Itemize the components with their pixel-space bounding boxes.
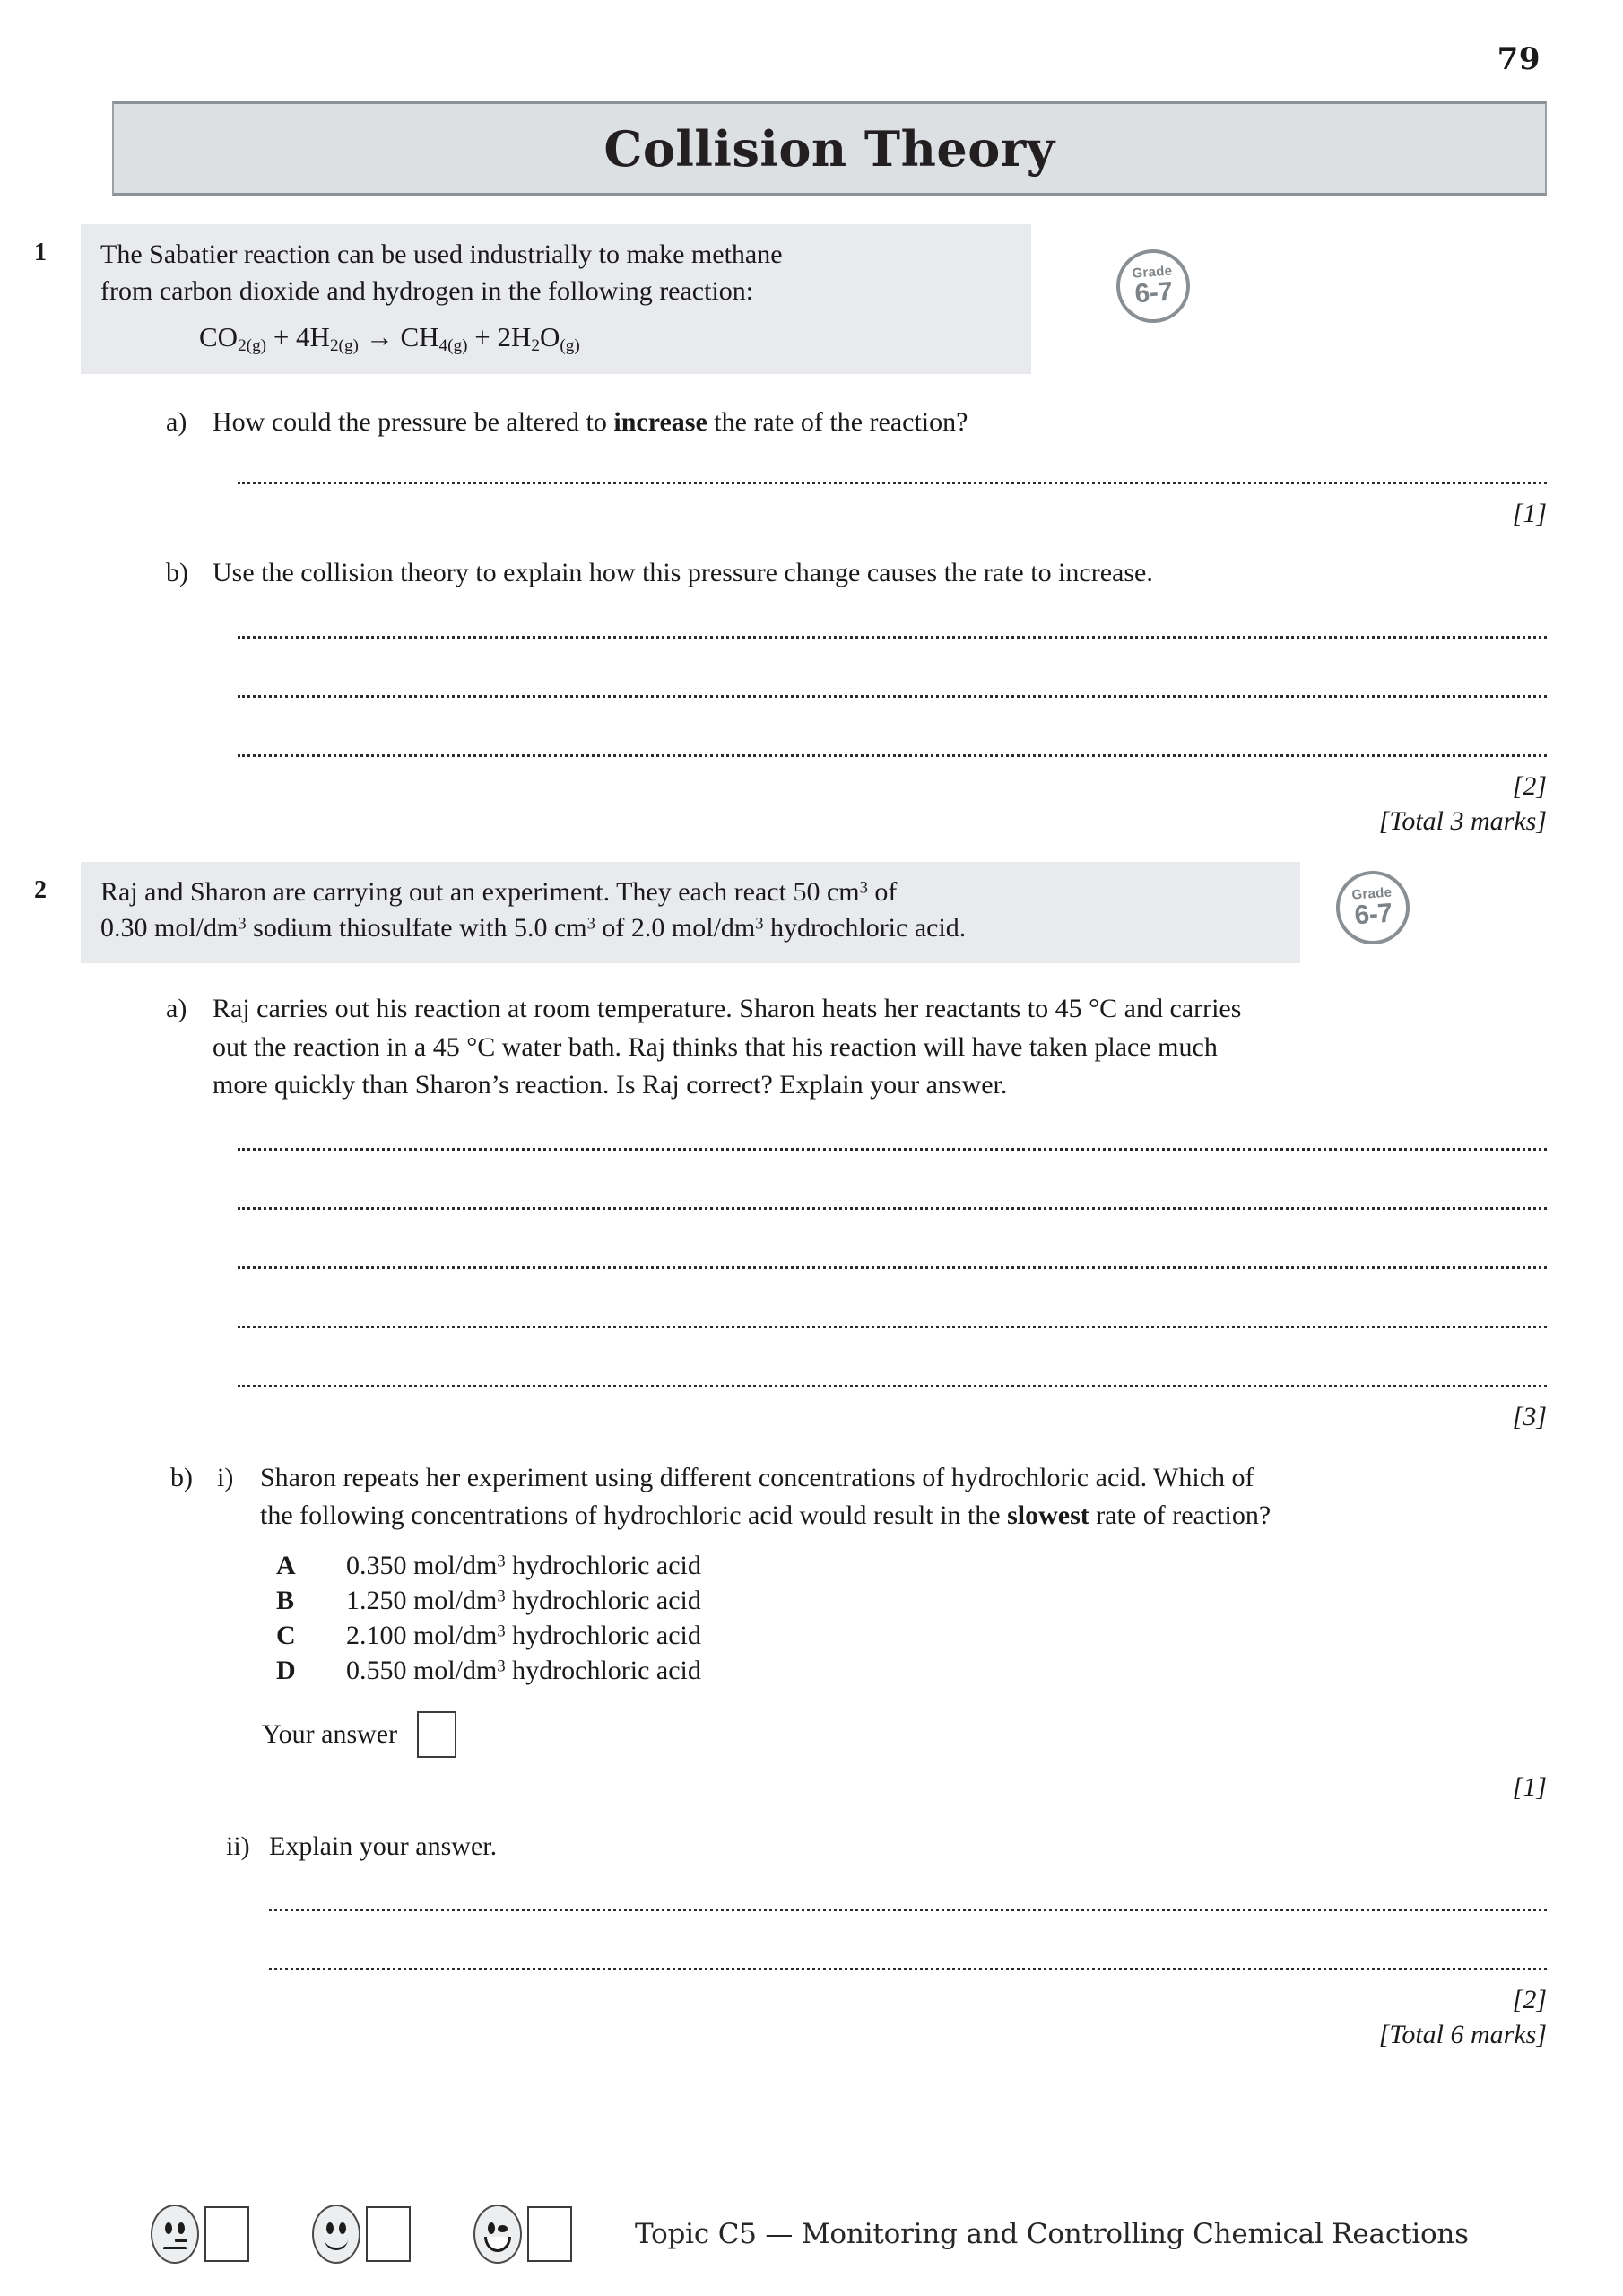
question-2-number: 2 xyxy=(34,875,47,904)
eq-product-2-sub-2: (g) xyxy=(560,335,580,355)
eq-plus-2: + 2H xyxy=(474,321,532,352)
face-eye-left xyxy=(165,2222,172,2234)
q2-stem-line2-c: of 2.0 mol/dm xyxy=(595,913,756,944)
footer-topic-label: Topic C5 — Monitoring and Controlling Chemical Reactions xyxy=(635,2218,1469,2250)
q2b-i-line-1: Sharon repeats her experiment using different concentrations of hydrochloric acid. Which of xyxy=(260,1462,1254,1492)
q1b-marks: [2] xyxy=(1512,770,1547,801)
q1a-marks: [1] xyxy=(1512,499,1547,529)
grade-stamp-range: 6-7 xyxy=(1133,276,1174,309)
q2-stem-line2-sup2: 3 xyxy=(586,915,595,935)
q2a-answer-line-4[interactable] xyxy=(238,1326,1547,1328)
q2a-line-3: more quickly than Sharon’s reaction. Is Raj correct? Explain your answer. xyxy=(213,1070,1008,1100)
q1a-answer-line-1[interactable] xyxy=(238,482,1547,484)
q2a-label: a) xyxy=(166,993,187,1023)
q2b-i-label: i) xyxy=(217,1462,234,1492)
mcq-option-b[interactable] xyxy=(276,1583,1556,1618)
question-2-part-b xyxy=(170,1459,1556,1758)
question-1-stem xyxy=(0,224,1623,374)
your-answer-row xyxy=(262,1711,1556,1758)
self-assessment-neutral xyxy=(312,2205,411,2264)
q2b-ii-label: ii) xyxy=(226,1831,250,1861)
q1b-answer-line-2[interactable] xyxy=(238,695,1547,698)
q2b-label: b) xyxy=(170,1462,193,1492)
q2-stem-line2-d: hydrochloric acid. xyxy=(763,913,967,944)
q1b-label: b) xyxy=(166,558,188,588)
page-title: Collision Theory xyxy=(603,119,1055,178)
eq-reactant-1: CO xyxy=(199,321,239,352)
your-answer-label: Your answer xyxy=(262,1718,398,1749)
q2b-i-line2-bold: slowest xyxy=(1007,1500,1089,1531)
q1-stem-line-2: from carbon dioxide and hydrogen in the following reaction: xyxy=(100,275,754,306)
q2a-answer-line-1[interactable] xyxy=(238,1148,1547,1151)
mcq-option-a-value: 0.350 mol/dm xyxy=(346,1550,498,1580)
mcq-option-c-letter: C xyxy=(276,1620,296,1650)
q1-chemical-equation xyxy=(100,318,1011,358)
q1a-text-after: the rate of the reaction? xyxy=(707,406,968,437)
q1a-text xyxy=(213,404,1547,442)
mcq-option-c[interactable] xyxy=(276,1618,1556,1653)
q2a-answer-line-5[interactable] xyxy=(238,1385,1547,1387)
question-1-stem-text xyxy=(81,224,1031,374)
grade-stamp-word-2: Grade xyxy=(1350,884,1393,903)
eq-product-1: CH xyxy=(400,321,439,352)
face-mouth-wavy xyxy=(163,2241,187,2249)
face-eye-left xyxy=(326,2222,334,2234)
face-mouth-smile xyxy=(325,2239,348,2250)
q1b-text: Use the collision theory to explain how this pressure change causes the rate to increase. xyxy=(213,558,1153,588)
self-assessment-confused xyxy=(151,2205,249,2264)
mcq-option-c-text xyxy=(346,1618,701,1653)
mcq-option-d-suffix: hydrochloric acid xyxy=(505,1655,701,1685)
q2-stem-line2-a: 0.30 mol/dm xyxy=(100,913,239,944)
question-1-number: 1 xyxy=(34,239,47,266)
q2a-answer-line-2[interactable] xyxy=(238,1207,1547,1210)
question-2-part-b-ii xyxy=(226,1828,1553,1866)
face-eye-right xyxy=(498,2225,508,2232)
happy-checkbox[interactable] xyxy=(527,2206,572,2262)
mcq-option-d-text xyxy=(346,1653,701,1688)
mcq-option-b-suffix: hydrochloric acid xyxy=(505,1585,701,1615)
q2b-ii-answer-line-1[interactable] xyxy=(269,1909,1547,1911)
mcq-option-c-sup: 3 xyxy=(497,1622,506,1641)
mcq-option-b-letter: B xyxy=(276,1585,295,1615)
q1b-answer-line-1[interactable] xyxy=(238,636,1547,639)
q2b-ii-text: Explain your answer. xyxy=(269,1831,498,1861)
mcq-option-b-sup: 3 xyxy=(497,1587,506,1606)
mcq-option-b-text xyxy=(346,1583,701,1618)
face-eye-right xyxy=(339,2222,346,2234)
eq-reactant-1-sub: 2(g) xyxy=(238,335,267,355)
face-mouth-grin xyxy=(484,2237,511,2252)
q2b-i-text xyxy=(260,1459,1556,1758)
q2-stem-line2-sup3: 3 xyxy=(755,915,764,935)
q1a-label: a) xyxy=(166,406,187,437)
grade-stamp-word: Grade xyxy=(1131,263,1173,282)
grade-stamp-q2 xyxy=(1333,868,1412,947)
mcq-option-c-suffix: hydrochloric acid xyxy=(505,1620,701,1650)
mcq-option-d-sup: 3 xyxy=(497,1657,506,1676)
confused-face-icon xyxy=(151,2205,199,2264)
q2-stem-line1-b: of xyxy=(867,876,898,907)
mcq-option-d-value: 0.550 mol/dm xyxy=(346,1655,498,1685)
question-1-part-a xyxy=(166,404,1547,442)
mcq-option-c-value: 2.100 mol/dm xyxy=(346,1620,498,1650)
confused-checkbox[interactable] xyxy=(204,2206,249,2262)
mcq-option-d[interactable] xyxy=(276,1653,1556,1688)
face-eye-right xyxy=(178,2222,185,2234)
neutral-checkbox[interactable] xyxy=(366,2206,411,2262)
eq-product-1-sub: 4(g) xyxy=(438,335,468,355)
q1a-text-bold: increase xyxy=(613,406,707,437)
question-1-part-b xyxy=(166,554,1547,593)
q2b-i-marks: [1] xyxy=(1512,1771,1547,1802)
question-2-part-a xyxy=(166,990,1551,1105)
q2-total-marks: [Total 6 marks] xyxy=(1378,2020,1547,2050)
q2-stem-line2-sup1: 3 xyxy=(238,915,247,935)
q2a-marks: [3] xyxy=(1512,1401,1547,1431)
q2a-line-1: Raj carries out his reaction at room temperature. Sharon heats her reactants to 45 °C and carries xyxy=(213,993,1242,1023)
q1b-answer-line-3[interactable] xyxy=(238,754,1547,757)
page-footer xyxy=(0,2205,1623,2264)
page-number: 79 xyxy=(1497,41,1541,77)
q2a-line-2: out the reaction in a 45 °C water bath. Raj thinks that his reaction will have taken place much xyxy=(213,1031,1218,1062)
mcq-option-a-sup: 3 xyxy=(497,1552,506,1571)
your-answer-input[interactable] xyxy=(417,1711,456,1758)
mcq-option-a-letter: A xyxy=(276,1550,296,1580)
q2b-i-line2-after: rate of reaction? xyxy=(1089,1500,1271,1531)
happy-face-icon xyxy=(473,2205,522,2264)
q1-total-marks: [Total 3 marks] xyxy=(1378,805,1547,836)
question-2-stem xyxy=(0,862,1623,963)
mcq-option-a-text xyxy=(346,1548,701,1583)
eq-product-2-sub-1: 2 xyxy=(531,335,541,355)
eq-reactant-2-sub: 2(g) xyxy=(329,335,359,355)
q2-stem-line2-b: sodium thiosulfate with 5.0 cm xyxy=(246,913,587,944)
q2b-i-line2-before: the following concentrations of hydrochloric acid would result in the xyxy=(260,1500,1008,1531)
q2a-text xyxy=(213,990,1551,1105)
mcq-option-a-suffix: hydrochloric acid xyxy=(505,1550,701,1580)
mcq-options xyxy=(276,1548,1556,1688)
q2-stem-line1-sup: 3 xyxy=(859,878,868,898)
face-eye-left xyxy=(488,2222,495,2234)
q2-stem-line1-a: Raj and Sharon are carrying out an experiment. They each react 50 cm xyxy=(100,876,860,907)
page-title-banner xyxy=(112,101,1547,196)
mcq-option-a[interactable] xyxy=(276,1548,1556,1583)
grade-stamp-range-2: 6-7 xyxy=(1353,898,1393,931)
self-assessment-happy xyxy=(473,2205,572,2264)
question-2-stem-text xyxy=(81,862,1300,963)
mcq-option-b-value: 1.250 mol/dm xyxy=(346,1585,498,1615)
neutral-smile-face-icon xyxy=(312,2205,360,2264)
q1a-text-before: How could the pressure be altered to xyxy=(213,406,614,437)
grade-stamp-q1 xyxy=(1114,247,1193,326)
q2a-answer-line-3[interactable] xyxy=(238,1266,1547,1269)
eq-plus-1: + 4H xyxy=(273,321,330,352)
q1-stem-line-1: The Sabatier reaction can be used industrially to make methane xyxy=(100,239,783,269)
eq-product-2-o: O xyxy=(540,321,560,352)
q2b-ii-answer-line-2[interactable] xyxy=(269,1968,1547,1970)
eq-arrow: → xyxy=(365,321,394,352)
mcq-option-d-letter: D xyxy=(276,1655,296,1685)
q2b-ii-marks: [2] xyxy=(1512,1985,1547,2015)
questions-container xyxy=(0,224,1623,2050)
